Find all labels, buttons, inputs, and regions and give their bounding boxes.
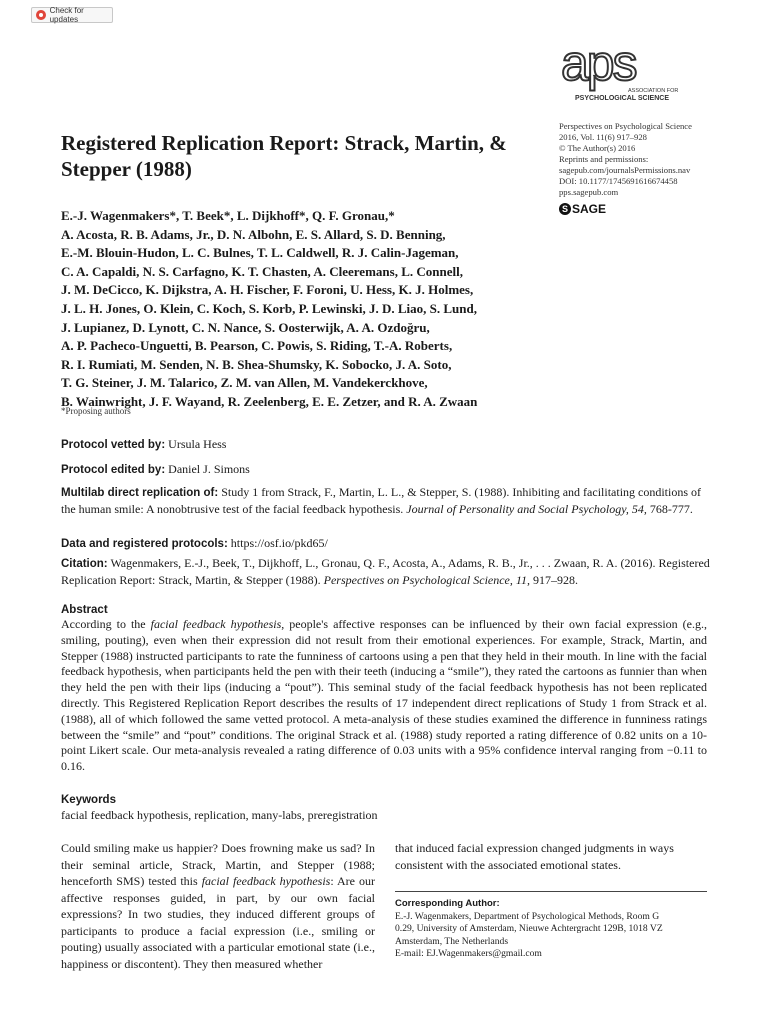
corr-line: Amsterdam, The Netherlands [395, 935, 509, 947]
corresponding-heading: Corresponding Author: [395, 898, 500, 909]
aps-logo [561, 35, 679, 106]
protocol-edited [61, 461, 711, 478]
multilab-pages: 768-777. [649, 502, 693, 516]
footnote-divider [395, 891, 707, 892]
author-line: R. I. Rumiati, M. Senden, N. B. Shea-Shumsky, K. Sobocko, J. A. Soto, [61, 356, 452, 372]
email-link[interactable]: EJ.Wagenmakers@gmail.com [426, 948, 542, 960]
author-line: E.-J. Wagenmakers*, T. Beek*, L. Dijkhoff*, Q. F. Gronau,* [61, 208, 395, 223]
protocols-label: Data and registered protocols: [61, 538, 228, 550]
check-for-updates-label: Check for updates [49, 6, 84, 24]
multilab-text: Study 1 from Strack, F., Martin, L. L., & Stepper, S. (1988). Inhibiting and facilitating conditions of the human smile: A nonobtrusive test of the facial feedback hypothesis. [61, 485, 702, 516]
author-line: E.-M. Blouin-Hudon, L. C. Bulnes, T. L. Caldwell, R. J. Calin-Jageman, [61, 245, 459, 261]
corr-email [395, 948, 715, 960]
logo-line2: PSYCHOLOGICAL SCIENCE [575, 95, 669, 102]
edited-value: Daniel J. Simons [168, 462, 250, 476]
abstract-post: , people's affective responses can be influenced by their own facial expression (e.g., smiling, pouting), even when their expression did not result from their emotional experiences. For example, Strack, Martin, and Stepper (1988) instructed participants to rate the funniness of cartoons using a pen that they held in their mouth. In line with the facial feedback hypothesis, when participants held the pen with their teeth (inducing a “smile”), they rated the cartoons as funnier than when they held the pen with their lips (inducing a “pout”). This seminal study of the facial feedback hypothesis has not been replicated directly. This Registered Replication Report describes the results of 17 independent direct replications of Study 1 from Strack et al. (1988), all of which followed the same vetted protocol. A meta-analysis of these studies examined the difference in funniness ratings between the “smile” and “pout” conditions. The original Strack et al. (1988) study reported a rating difference of 0.82 units on a 10-point Likert scale. Our meta-analysis revealed a rating difference of 0.03 units with a 95% confidence interval ranging from −0.11 to 0.16. [61, 617, 707, 774]
meta-line: 2016, Vol. 11(6) 917–928 [559, 132, 647, 142]
meta-line: Perspectives on Psychological Science [559, 121, 692, 131]
logo-line1: ASSOCIATION FOR [628, 88, 679, 94]
corr-line: 0.29, University of Amsterdam, Nieuwe Achtergracht 129B, 1018 VZ [395, 923, 663, 935]
author-line: B. Wainwright, J. F. Wayand, R. Zeelenberg, E. E. Zetzer, and R. A. Zwaan [61, 393, 478, 409]
body-column-left [61, 840, 375, 972]
proposing-note: *Proposing authors [61, 406, 131, 416]
protocols-link[interactable]: https://osf.io/pkd65/ [230, 536, 328, 550]
sage-s-icon: S [559, 203, 571, 215]
body-post: : Are our affective responses guided, in part, by our own facial expressions? In two studies, they induced different groups of participants to produce a facial expression (i.e., smiling or pouting) usually associated with a particular emotional state (i.e., happiness or discontent). They then measured whether [61, 874, 375, 971]
body-italic: facial feedback hypothesis [201, 874, 331, 888]
meta-line[interactable]: pps.sagepub.com [559, 187, 619, 197]
meta-line: Reprints and permissions: [559, 154, 649, 164]
citation-label: Citation: [61, 558, 108, 570]
author-line: A. P. Pacheco-Unguetti, B. Pearson, C. Powis, S. Riding, T.-A. Roberts, [61, 338, 453, 354]
multilab-label: Multilab direct replication of: [61, 487, 219, 499]
citation [61, 555, 711, 588]
edited-label: Protocol edited by: [61, 464, 166, 476]
multilab-replication [61, 484, 711, 517]
citation-journal: Perspectives on Psychological Science, 11, [323, 573, 530, 587]
multilab-journal: Journal of Personality and Social Psychology, 54, [406, 502, 647, 516]
abstract-heading: Abstract [61, 604, 108, 616]
author-line: A. Acosta, R. B. Adams, Jr., D. N. Albohn, E. S. Allard, S. D. Benning, [61, 226, 446, 242]
author-line: J. M. DeCicco, K. Dijkstra, A. H. Fischer, F. Foroni, U. Hess, K. J. Holmes, [61, 282, 474, 298]
abstract-pre: According to the [61, 617, 146, 631]
protocol-vetted [61, 436, 711, 453]
sage-logo [559, 202, 606, 216]
data-protocols [61, 535, 711, 552]
meta-line[interactable]: sagepub.com/journalsPermissions.nav [559, 165, 691, 175]
author-line: C. A. Capaldi, N. S. Carfagno, K. T. Chasten, A. Cleeremans, L. Connell, [61, 263, 463, 279]
meta-line: © The Author(s) 2016 [559, 143, 636, 153]
body-column-right: that induced facial expression changed judgments in ways consistent with the associated emotional states. [395, 841, 674, 872]
keywords-text: facial feedback hypothesis, replication, many-labs, preregistration [61, 808, 378, 822]
body-pre: Could smiling make us happier? Does frowning make us sad? In their seminal article, Strack, Martin, and Stepper (1988; henceforth SMS) tested this [61, 841, 375, 888]
corr-line: E.-J. Wagenmakers, Department of Psychological Methods, Room G [395, 911, 660, 922]
keywords-heading: Keywords [61, 794, 116, 806]
meta-line[interactable]: DOI: 10.1177/1745691616674458 [559, 176, 678, 186]
logo-wordmark: aps [561, 35, 636, 91]
email-label: E-mail: [395, 948, 424, 960]
check-for-updates-button[interactable] [31, 7, 113, 23]
author-list [61, 207, 561, 412]
vetted-label: Protocol vetted by: [61, 439, 166, 451]
citation-text: Wagenmakers, E.-J., Beek, T., Dijkhoff, L., Gronau, Q. F., Acosta, A., Adams, R. B., Jr., . . . Zwaan, R. A. (2016). Registered Replication Report: Strack, Martin, & Stepper (1988). [61, 556, 710, 587]
author-line: J. L. H. Jones, O. Klein, C. Koch, S. Korb, P. Lewinski, J. D. Liao, S. Lund, [61, 300, 477, 316]
sage-wordmark: SAGE [572, 202, 607, 216]
author-line: J. Lupianez, D. Lynott, C. N. Nance, S. Oosterwijk, A. A. Ozdoğru, [61, 319, 430, 335]
corresponding-details [395, 911, 715, 961]
article-title: Registered Replication Report: Strack, Martin, & Stepper (1988) [61, 131, 507, 181]
author-line: T. G. Steiner, J. M. Talarico, Z. M. van Allen, M. Vandekerckhove, [61, 375, 428, 391]
vetted-value: Ursula Hess [168, 437, 227, 451]
citation-pages: 917–928. [533, 573, 578, 587]
abstract-italic: facial feedback hypothesis [150, 617, 282, 631]
abstract-body [61, 617, 707, 775]
journal-meta [559, 121, 759, 198]
update-icon [36, 10, 46, 20]
